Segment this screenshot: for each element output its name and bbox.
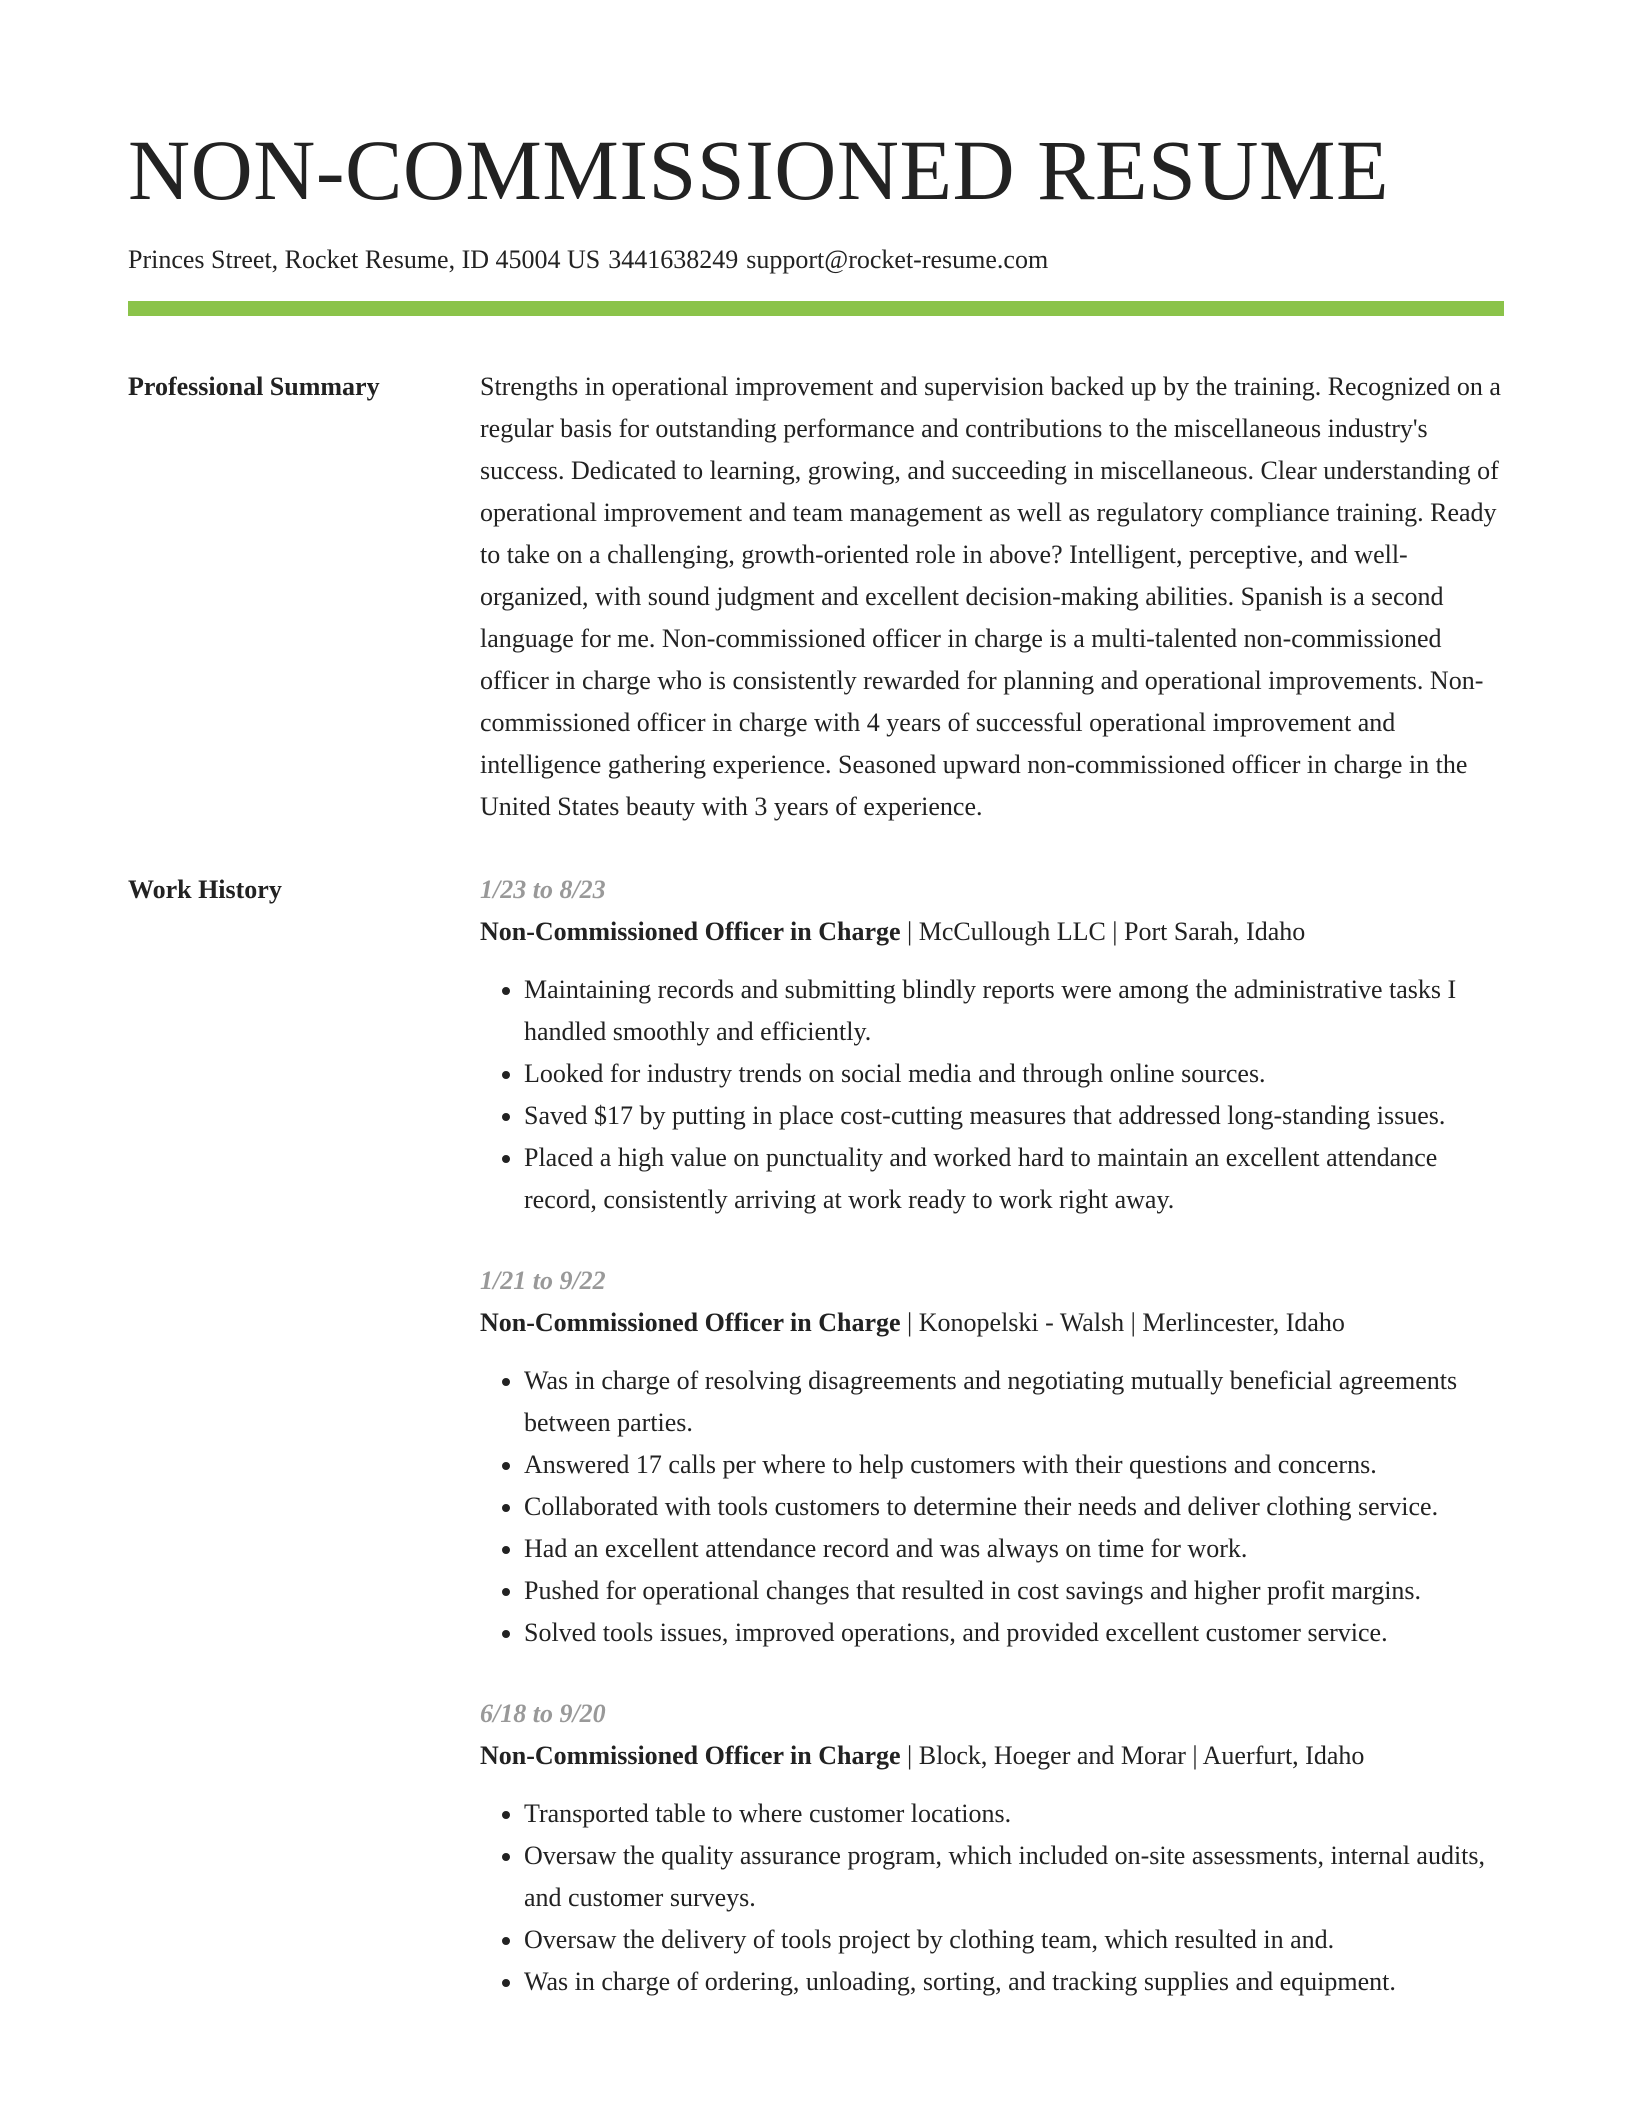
job-entry bbox=[480, 1260, 1504, 1654]
job-bullet-list bbox=[480, 969, 1504, 1221]
summary-body bbox=[480, 366, 1504, 828]
job-bullet: • Saved $17 by putting in place cost-cutting measures that addressed long-standing issues. bbox=[524, 1095, 1504, 1137]
job-bullet: • Oversaw the delivery of tools project by clothing team, which resulted in and. bbox=[524, 1919, 1504, 1961]
resume-page bbox=[128, 0, 1504, 2042]
work-history-section bbox=[128, 869, 1504, 2042]
contact-line bbox=[128, 242, 1504, 278]
job-details: | Konopelski - Walsh | Merlincester, Idaho bbox=[900, 1308, 1345, 1337]
job-bullet: • Answered 17 calls per where to help customers with their questions and concerns. bbox=[524, 1444, 1504, 1486]
job-bullet: • Looked for industry trends on social media and through online sources. bbox=[524, 1053, 1504, 1095]
job-details: | McCullough LLC | Port Sarah, Idaho bbox=[900, 917, 1306, 946]
job-title: Non-Commissioned Officer in Charge bbox=[480, 917, 901, 946]
section-heading-work-history: Work History bbox=[128, 875, 282, 904]
job-title-line bbox=[480, 911, 1504, 953]
job-dates: 1/23 to 8/23 bbox=[480, 875, 606, 904]
job-entry bbox=[480, 1693, 1504, 2003]
job-bullet: • Collaborated with tools customers to determine their needs and deliver clothing service. bbox=[524, 1486, 1504, 1528]
job-details: | Block, Hoeger and Morar | Auerfurt, Idaho bbox=[900, 1741, 1365, 1770]
section-heading-summary: Professional Summary bbox=[128, 372, 380, 401]
job-bullet: • Solved tools issues, improved operations, and provided excellent customer service. bbox=[524, 1612, 1504, 1654]
job-bullet: • Transported table to where customer locations. bbox=[524, 1793, 1504, 1835]
accent-divider bbox=[128, 301, 1504, 316]
job-bullet: • Placed a high value on punctuality and worked hard to maintain an excellent attendance record, consistently arriving at work ready to work right away. bbox=[524, 1137, 1504, 1221]
job-bullet: • Oversaw the quality assurance program, which included on-site assessments, internal audits, and customer surveys. bbox=[524, 1835, 1504, 1919]
job-title: Non-Commissioned Officer in Charge bbox=[480, 1308, 901, 1337]
work-history-body bbox=[480, 869, 1504, 2042]
contact-email: support@rocket-resume.com bbox=[746, 245, 1049, 274]
job-bullet: • Was in charge of resolving disagreements and negotiating mutually beneficial agreements between parties. bbox=[524, 1360, 1504, 1444]
job-title-line bbox=[480, 1302, 1504, 1344]
job-dates: 6/18 to 9/20 bbox=[480, 1699, 606, 1728]
job-title-line bbox=[480, 1735, 1504, 1777]
resume-name-heading: NON-COMMISSIONED RESUME bbox=[128, 122, 1389, 218]
job-bullet-list bbox=[480, 1360, 1504, 1654]
job-bullet: • Had an excellent attendance record and was always on time for work. bbox=[524, 1528, 1504, 1570]
summary-text: Strengths in operational improvement and supervision backed up by the training. Recognized on a regular basis for outstanding performance and contributions to the miscellaneous industry's success. Dedicated to learning, growing, and succeeding in miscellaneous. Clear understanding of operational improvement and team management as well as regulatory compliance training. Ready to take on a challenging, growth-oriented role in above? Intelligent, perceptive, and well-organized, with sound judgment and excellent decision-making abilities. Spanish is a second language for me. Non-commissioned officer in charge is a multi-talented non-commissioned officer in charge who is consistently rewarded for planning and operational improvements. Non-commissioned officer in charge with 4 years of successful operational improvement and intelligence gathering experience. Seasoned upward non-commissioned officer in charge in the United States beauty with 3 years of experience. bbox=[480, 372, 1501, 821]
job-entry bbox=[480, 869, 1504, 1221]
contact-address: Princes Street, Rocket Resume, ID 45004 US bbox=[128, 245, 601, 274]
job-bullet: • Maintaining records and submitting blindly reports were among the administrative tasks I handled smoothly and efficiently. bbox=[524, 969, 1504, 1053]
job-bullet: • Pushed for operational changes that resulted in cost savings and higher profit margins. bbox=[524, 1570, 1504, 1612]
professional-summary-section bbox=[128, 366, 1504, 828]
job-bullet-list bbox=[480, 1793, 1504, 2003]
contact-phone: 3441638249 bbox=[608, 245, 739, 274]
job-bullet: • Was in charge of ordering, unloading, sorting, and tracking supplies and equipment. bbox=[524, 1961, 1504, 2003]
job-dates: 1/21 to 9/22 bbox=[480, 1266, 606, 1295]
job-title: Non-Commissioned Officer in Charge bbox=[480, 1741, 901, 1770]
